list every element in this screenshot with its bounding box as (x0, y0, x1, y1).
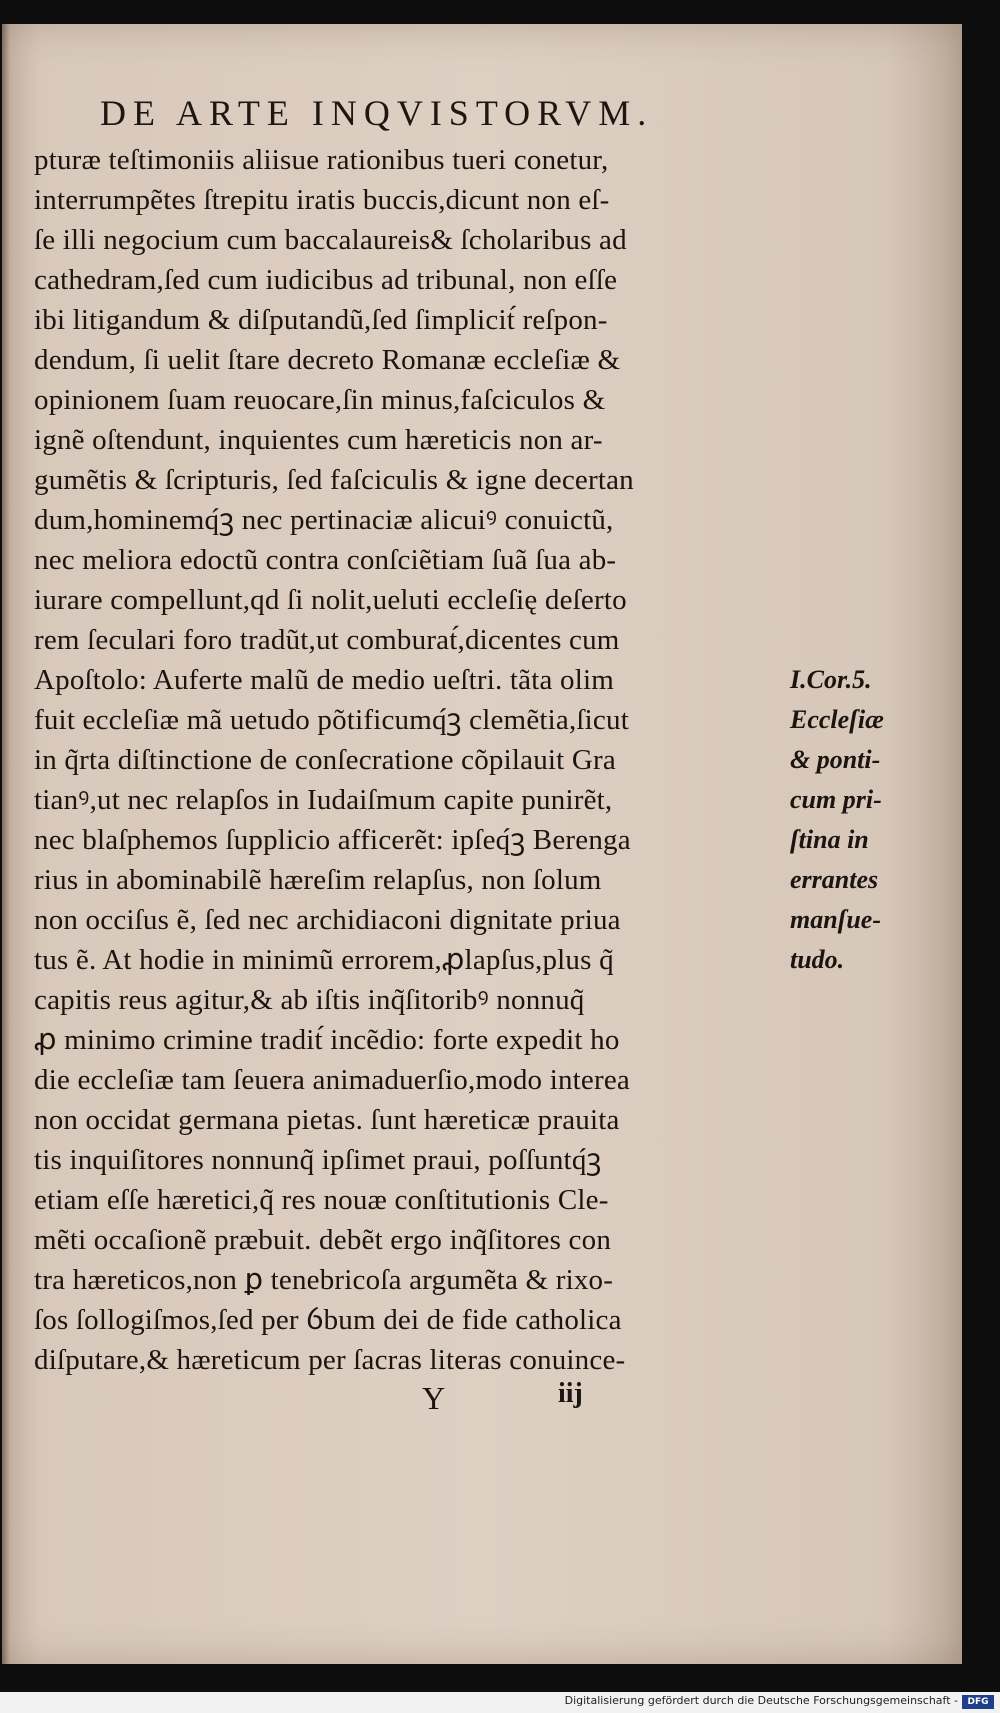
text-line: etiam eſſe hæretici,q̃ res nouæ conſtitutionis Cle- (34, 1184, 609, 1216)
text-line: cathedram,ſed cum iudicibus ad tribunal, non eſſe (34, 264, 618, 296)
margin-note-line: tudo. (790, 945, 845, 974)
text-line: mẽti occaſionẽ præbuit. debẽt ergo inq̃ſitores con (34, 1224, 612, 1256)
text-line: pturæ teſtimoniis aliisue rationibus tueri conetur, (34, 144, 609, 176)
text-line: tus ẽ. At hodie in minimũ errorem,ꝓlapſus,plus q̃ (34, 944, 614, 976)
text-line: dum,hominemq́ꝫ nec pertinaciæ alicuiꝰ conuictũ, (34, 504, 614, 536)
text-line: interrumpẽtes ſtrepitu iratis buccis,dicunt non eſ- (34, 184, 610, 216)
margin-note-line: cum pri- (790, 785, 882, 814)
text-line: fuit eccleſiæ mã uetudo põtificumq́ꝫ clemẽtia,ſicut (34, 704, 629, 736)
text-line: capitis reus agitur,& ab iſtis inq̃ſitoribꝰ nonnuq̃ (34, 984, 585, 1016)
book-page (2, 24, 962, 1664)
text-line: ꝓ minimo crimine tradit́ incẽdio: forte expedit ho (34, 1024, 620, 1056)
margin-note-line: & ponti- (790, 745, 881, 774)
text-line: nec blaſphemos ſupplicio afficerẽt: ipſeq́ꝫ Berenga (34, 824, 631, 856)
catchword: iij (558, 1378, 583, 1409)
footer-credit: Digitalisierung gefördert durch die Deutsche Forschungsgemeinschaft - (564, 1694, 958, 1707)
text-line: die eccleſiæ tam ſeuera animaduerſio,modo interea (34, 1064, 630, 1096)
margin-note-line: I.Cor.5. (790, 665, 872, 694)
text-line: iurare compellunt,qd ſi nolit,ueluti eccleſię deſerto (34, 584, 627, 616)
body-text (34, 140, 794, 1380)
text-line: non occidat germana pietas. ſunt hæreticæ prauita (34, 1104, 620, 1136)
text-line: ſe illi negocium cum baccalaureis& ſcholaribus ad (34, 224, 627, 256)
text-line: non occiſus ẽ, ſed nec archidiaconi dignitate priua (34, 904, 621, 936)
text-line: rius in abominabilẽ hæreſim relapſus, non ſolum (34, 864, 602, 896)
text-line: tianꝰ,ut nec relapſos in Iudaiſmum capite punirẽt, (34, 784, 613, 816)
margin-note-line: Eccleſiæ (790, 705, 884, 734)
margin-note-line: manſue- (790, 905, 881, 934)
signature-mark: Y (422, 1380, 446, 1416)
text-line: Apoſtolo: Auferte malũ de medio ueſtri. tãta olim (34, 664, 615, 696)
text-line: ſos ſollogiſmos,ſed per ỽbum dei de fide catholica (34, 1304, 622, 1336)
text-line: in q̃rta diſtinctione de conſecratione cõpilauit Gra (34, 744, 616, 776)
text-line: tra hæreticos,non ꝑ tenebricoſa argumẽta & rixo- (34, 1264, 614, 1296)
margin-note-line: errantes (790, 865, 879, 894)
text-line: nec meliora edoctũ contra conſciẽtiam ſuã ſua ab- (34, 544, 617, 576)
text-line: rem ſeculari foro tradũt,ut comburat́,dicentes cum (34, 624, 620, 656)
text-line: diſputare,& hæreticum per ſacras literas conuince- (34, 1344, 626, 1376)
text-line: tis inquiſitores nonnunq̃ ipſimet praui, poſſuntq́ꝫ (34, 1144, 602, 1176)
text-line: ibi litigandum & diſputandũ,ſed ſimplicit́ reſpon- (34, 304, 608, 336)
text-line: opinionem ſuam reuocare,ſin minus,faſciculos & (34, 384, 606, 416)
margin-note-line: ſtina in (790, 825, 869, 854)
text-line: dendum, ſi uelit ſtare decreto Romanæ eccleſiæ & (34, 344, 621, 376)
text-line: ignẽ oſtendunt, inquientes cum hæreticis non ar- (34, 424, 603, 456)
margin-note (790, 660, 950, 980)
running-head: DE ARTE INQVISTORVM. (100, 93, 654, 133)
footer-bar (0, 1692, 1000, 1713)
dfg-logo: DFG (962, 1695, 994, 1709)
text-line: gumẽtis & ſcripturis, ſed faſciculis & igne decertan (34, 464, 634, 496)
